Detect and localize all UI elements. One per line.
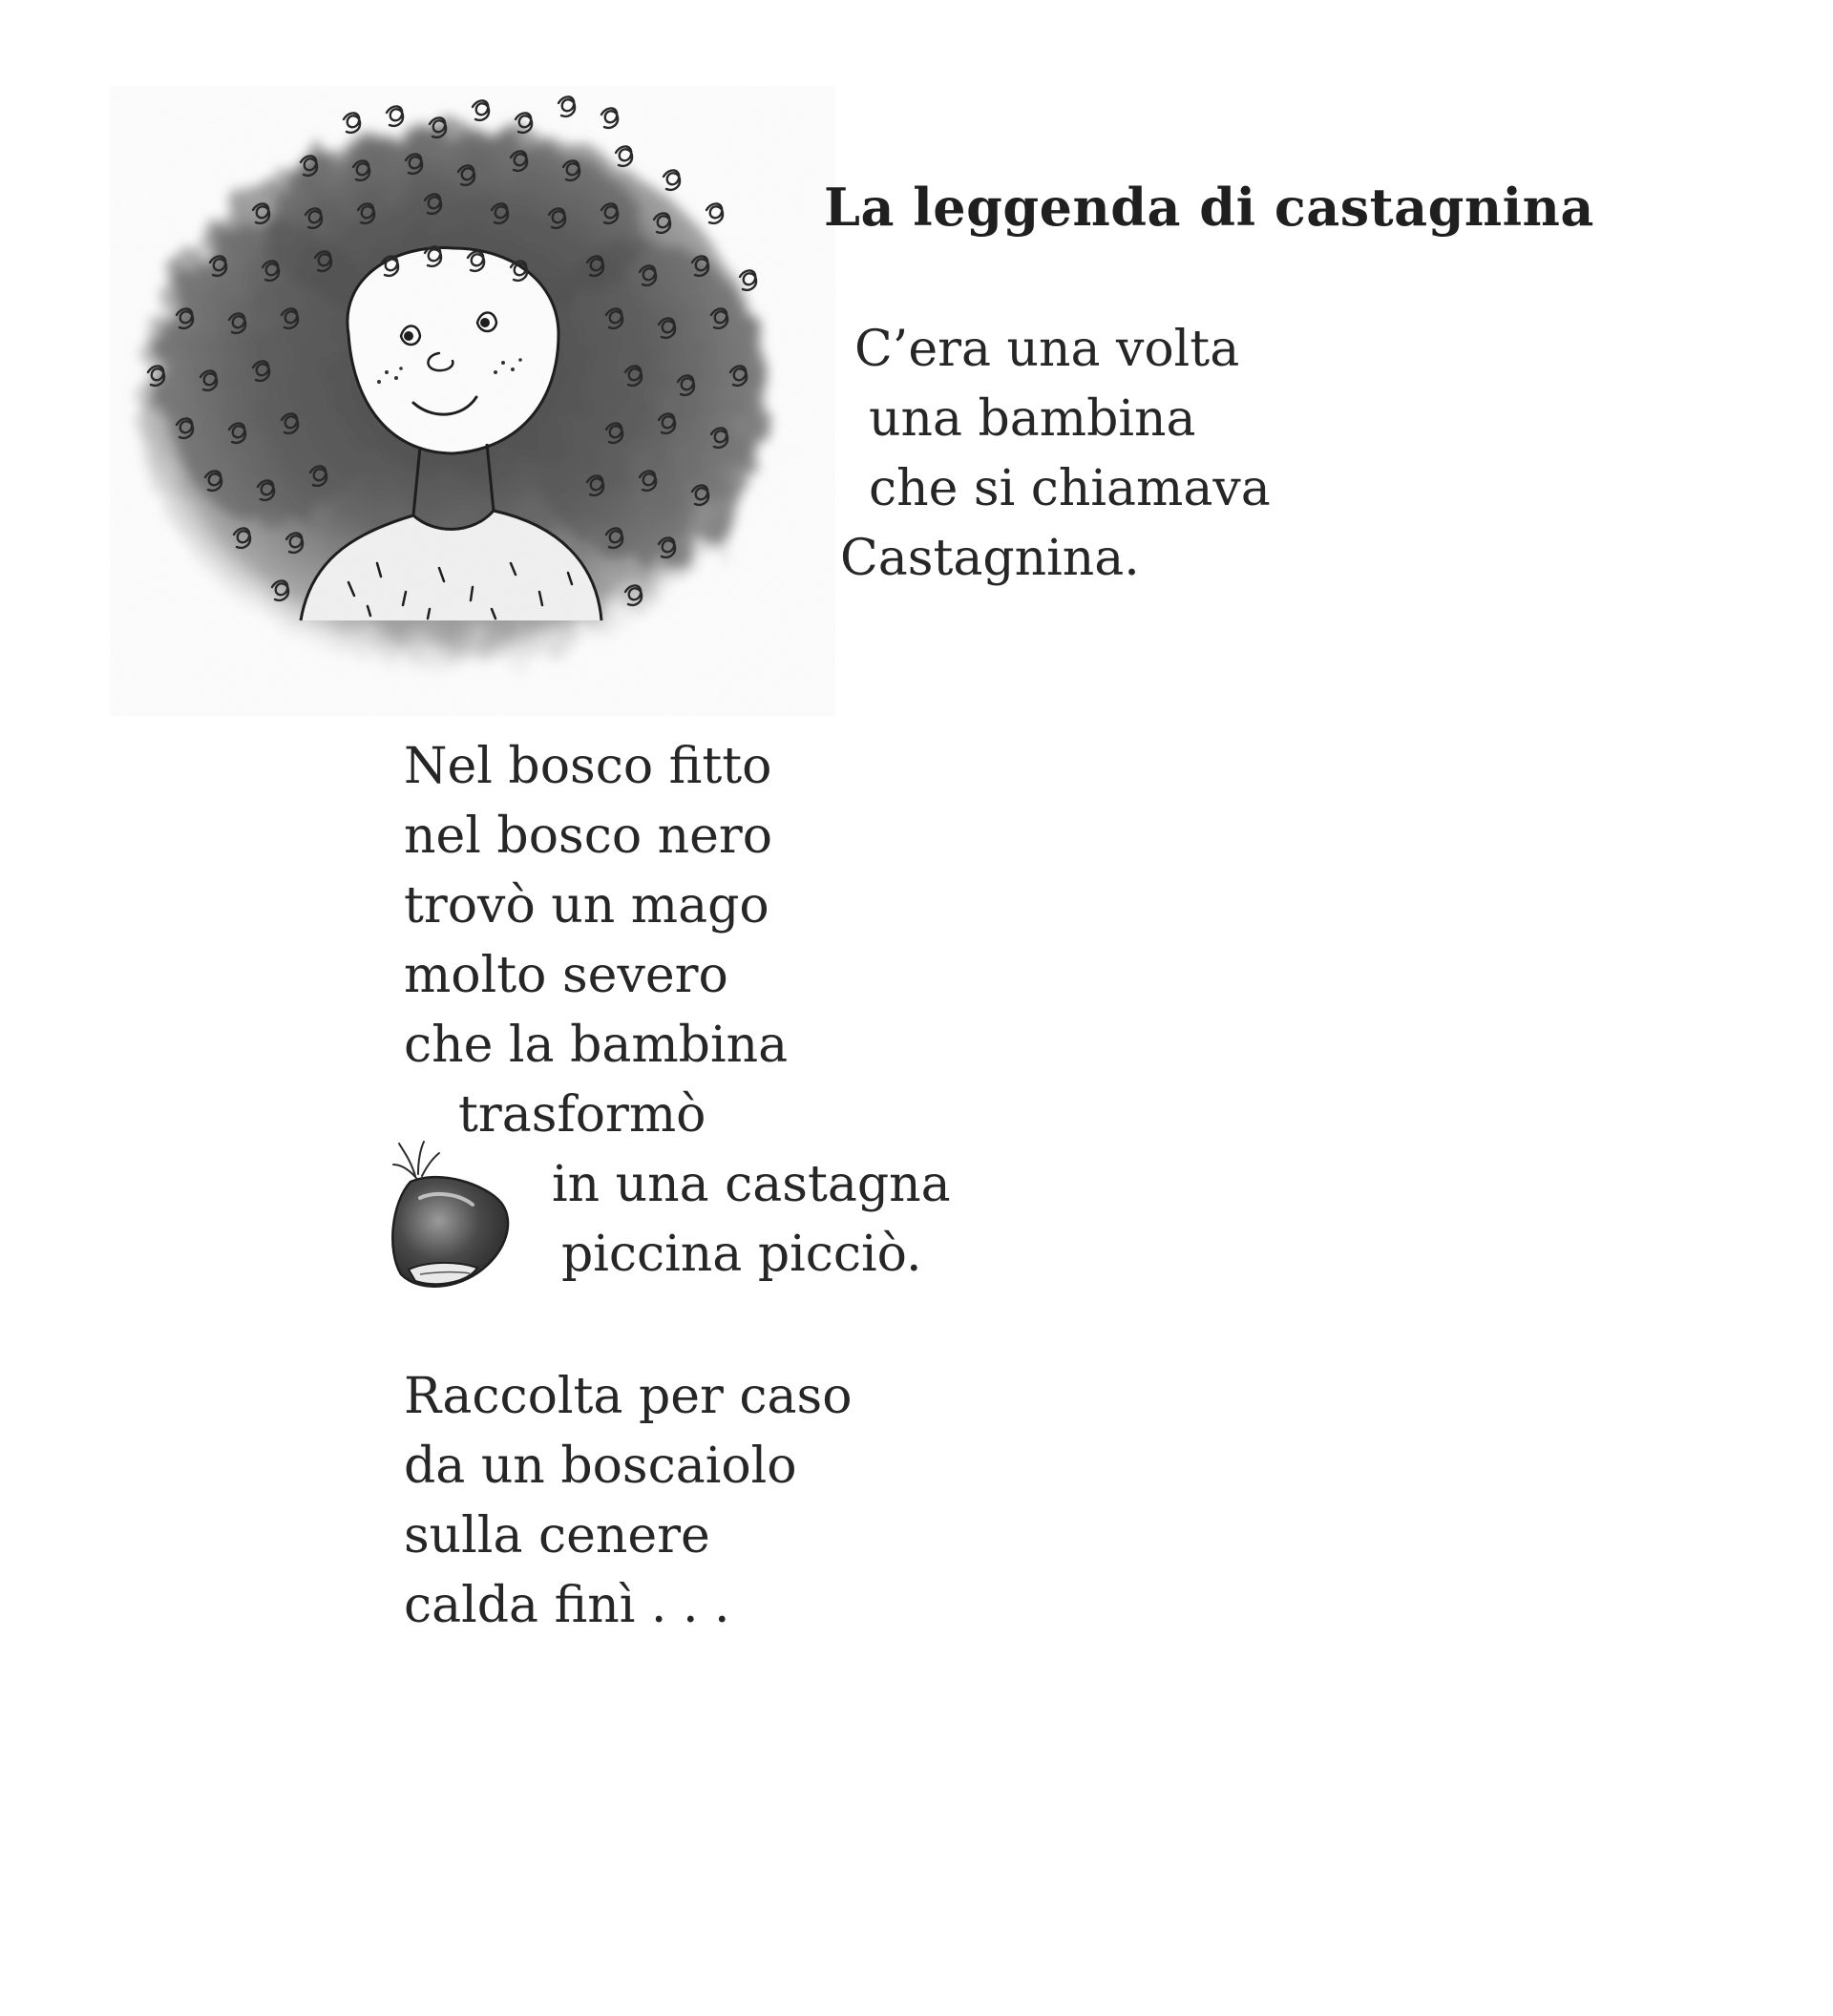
poem-line: trovò un mago (404, 877, 769, 934)
poem-line: da un boscaiolo (404, 1438, 797, 1495)
poem-line: trasformò (458, 1086, 706, 1144)
poem-line: che si chiamava (869, 460, 1271, 517)
poem-line: Nel bosco fitto (404, 738, 772, 795)
poem-line: molto severo (404, 947, 728, 1004)
poem-line: Raccolta per caso (404, 1368, 853, 1425)
poem-line: Castagnina. (840, 530, 1140, 587)
poem-title: La leggenda di castagnina (824, 177, 1594, 238)
poem-line: che la bambina (404, 1017, 789, 1074)
poem-line: calda finì . . . (404, 1577, 730, 1634)
chestnut-icon (382, 1136, 544, 1298)
curly-haired-girl-icon (110, 86, 835, 716)
poem-line: una bambina (869, 390, 1196, 448)
poem-line: in una castagna (552, 1156, 951, 1213)
poem-line: C’era una volta (854, 321, 1240, 378)
poem-line: piccina picciò. (561, 1226, 922, 1283)
poem-line: nel bosco nero (404, 808, 773, 865)
poem-line: sulla cenere (404, 1507, 710, 1564)
